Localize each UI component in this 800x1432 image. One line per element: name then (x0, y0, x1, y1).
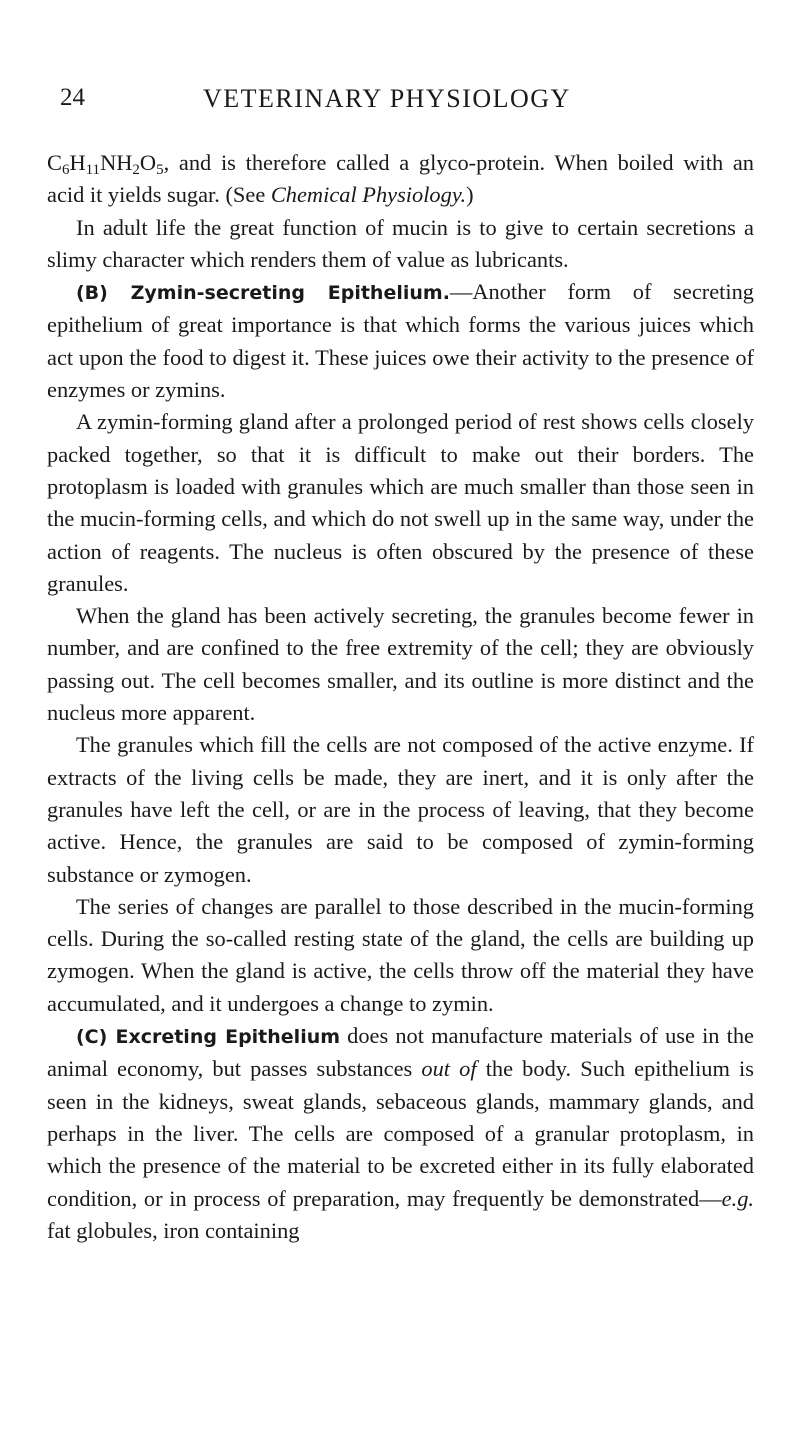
chemical-formula: $C_6H_{11}NH_2O_5$ (47, 150, 164, 178)
paragraph-formula: $C_6H_{11}NH_2O_5$, and is therefore called a glyco-protein. When boiled with an acid it yields sugar. (See Chemical Physiology.) (47, 150, 754, 208)
reference-title: Chemical Physiology. (270, 182, 467, 208)
running-title: VETERINARY PHYSIOLOGY (203, 84, 571, 113)
paragraph-granules: The granules which fill the cells are not composed of the active enzyme. If extracts of the living cells be made, they are inert, and it is only after the granules have left the cell, or are in the process of leaving, that they become active. Hence, the granules are said to be composed of zymin-forming substance or zymogen. (47, 732, 754, 887)
paragraph-resting-gland: A zymin-forming gland after a prolonged period of rest shows cells closely packed together, so that it is difficult to make out their borders. The protoplasm is loaded with granules which are much smaller than those seen in the mucin-forming cells, and which do not swell up in the same way, under the action of reagents. The nucleus is often obscured by the presence of these granules. (47, 409, 754, 596)
section-heading-c: (C) Excreting Epithelium (76, 1026, 341, 1049)
paragraph-mucin-function: In adult life the great function of mucin is to give to certain secretions a slimy character which renders them of value as lubricants. (47, 214, 754, 272)
paragraph-series-of-changes: The series of changes are parallel to those described in the mucin-forming cells. During the so-called resting state of the gland, the cells are building up zymogen. When the gland is active, the cells throw off the material they have accumulated, and it undergoes a change to zymin. (47, 893, 754, 1016)
page-header (60, 84, 760, 124)
page-number: 24 (60, 84, 85, 111)
section-heading-b: (B) Zymin-secreting Epithelium. (76, 282, 450, 305)
paragraph-zymin-secreting: (B) Zymin-secreting Epithelium.—Another form of secreting epithelium of great importance is that which forms the various juices which act upon the food to digest it. These juices owe their activity to the presence of enzymes or zymins. (47, 279, 755, 403)
body-text (47, 147, 754, 1247)
paragraph-excreting-epithelium: (C) Excreting Epithelium does not manufacture materials of use in the animal economy, but passes substances out of the body. Such epithelium is seen in the kidneys, sweat glands, sebaceous glands, mammary glands, and perhaps in the liver. The cells are composed of a granular protoplasm, in which the presence of the material to be excreted either in its fully elaborated condition, or in process of preparation, may frequently be demonstrated—e.g. fat globules, iron containing (47, 1023, 754, 1243)
paragraph-active-gland: When the gland has been actively secreting, the granules become fewer in number, and are confined to the free extremity of the cell; they are obviously passing out. The cell becomes smaller, and its outline is more distinct and the nucleus more apparent. (47, 603, 754, 726)
